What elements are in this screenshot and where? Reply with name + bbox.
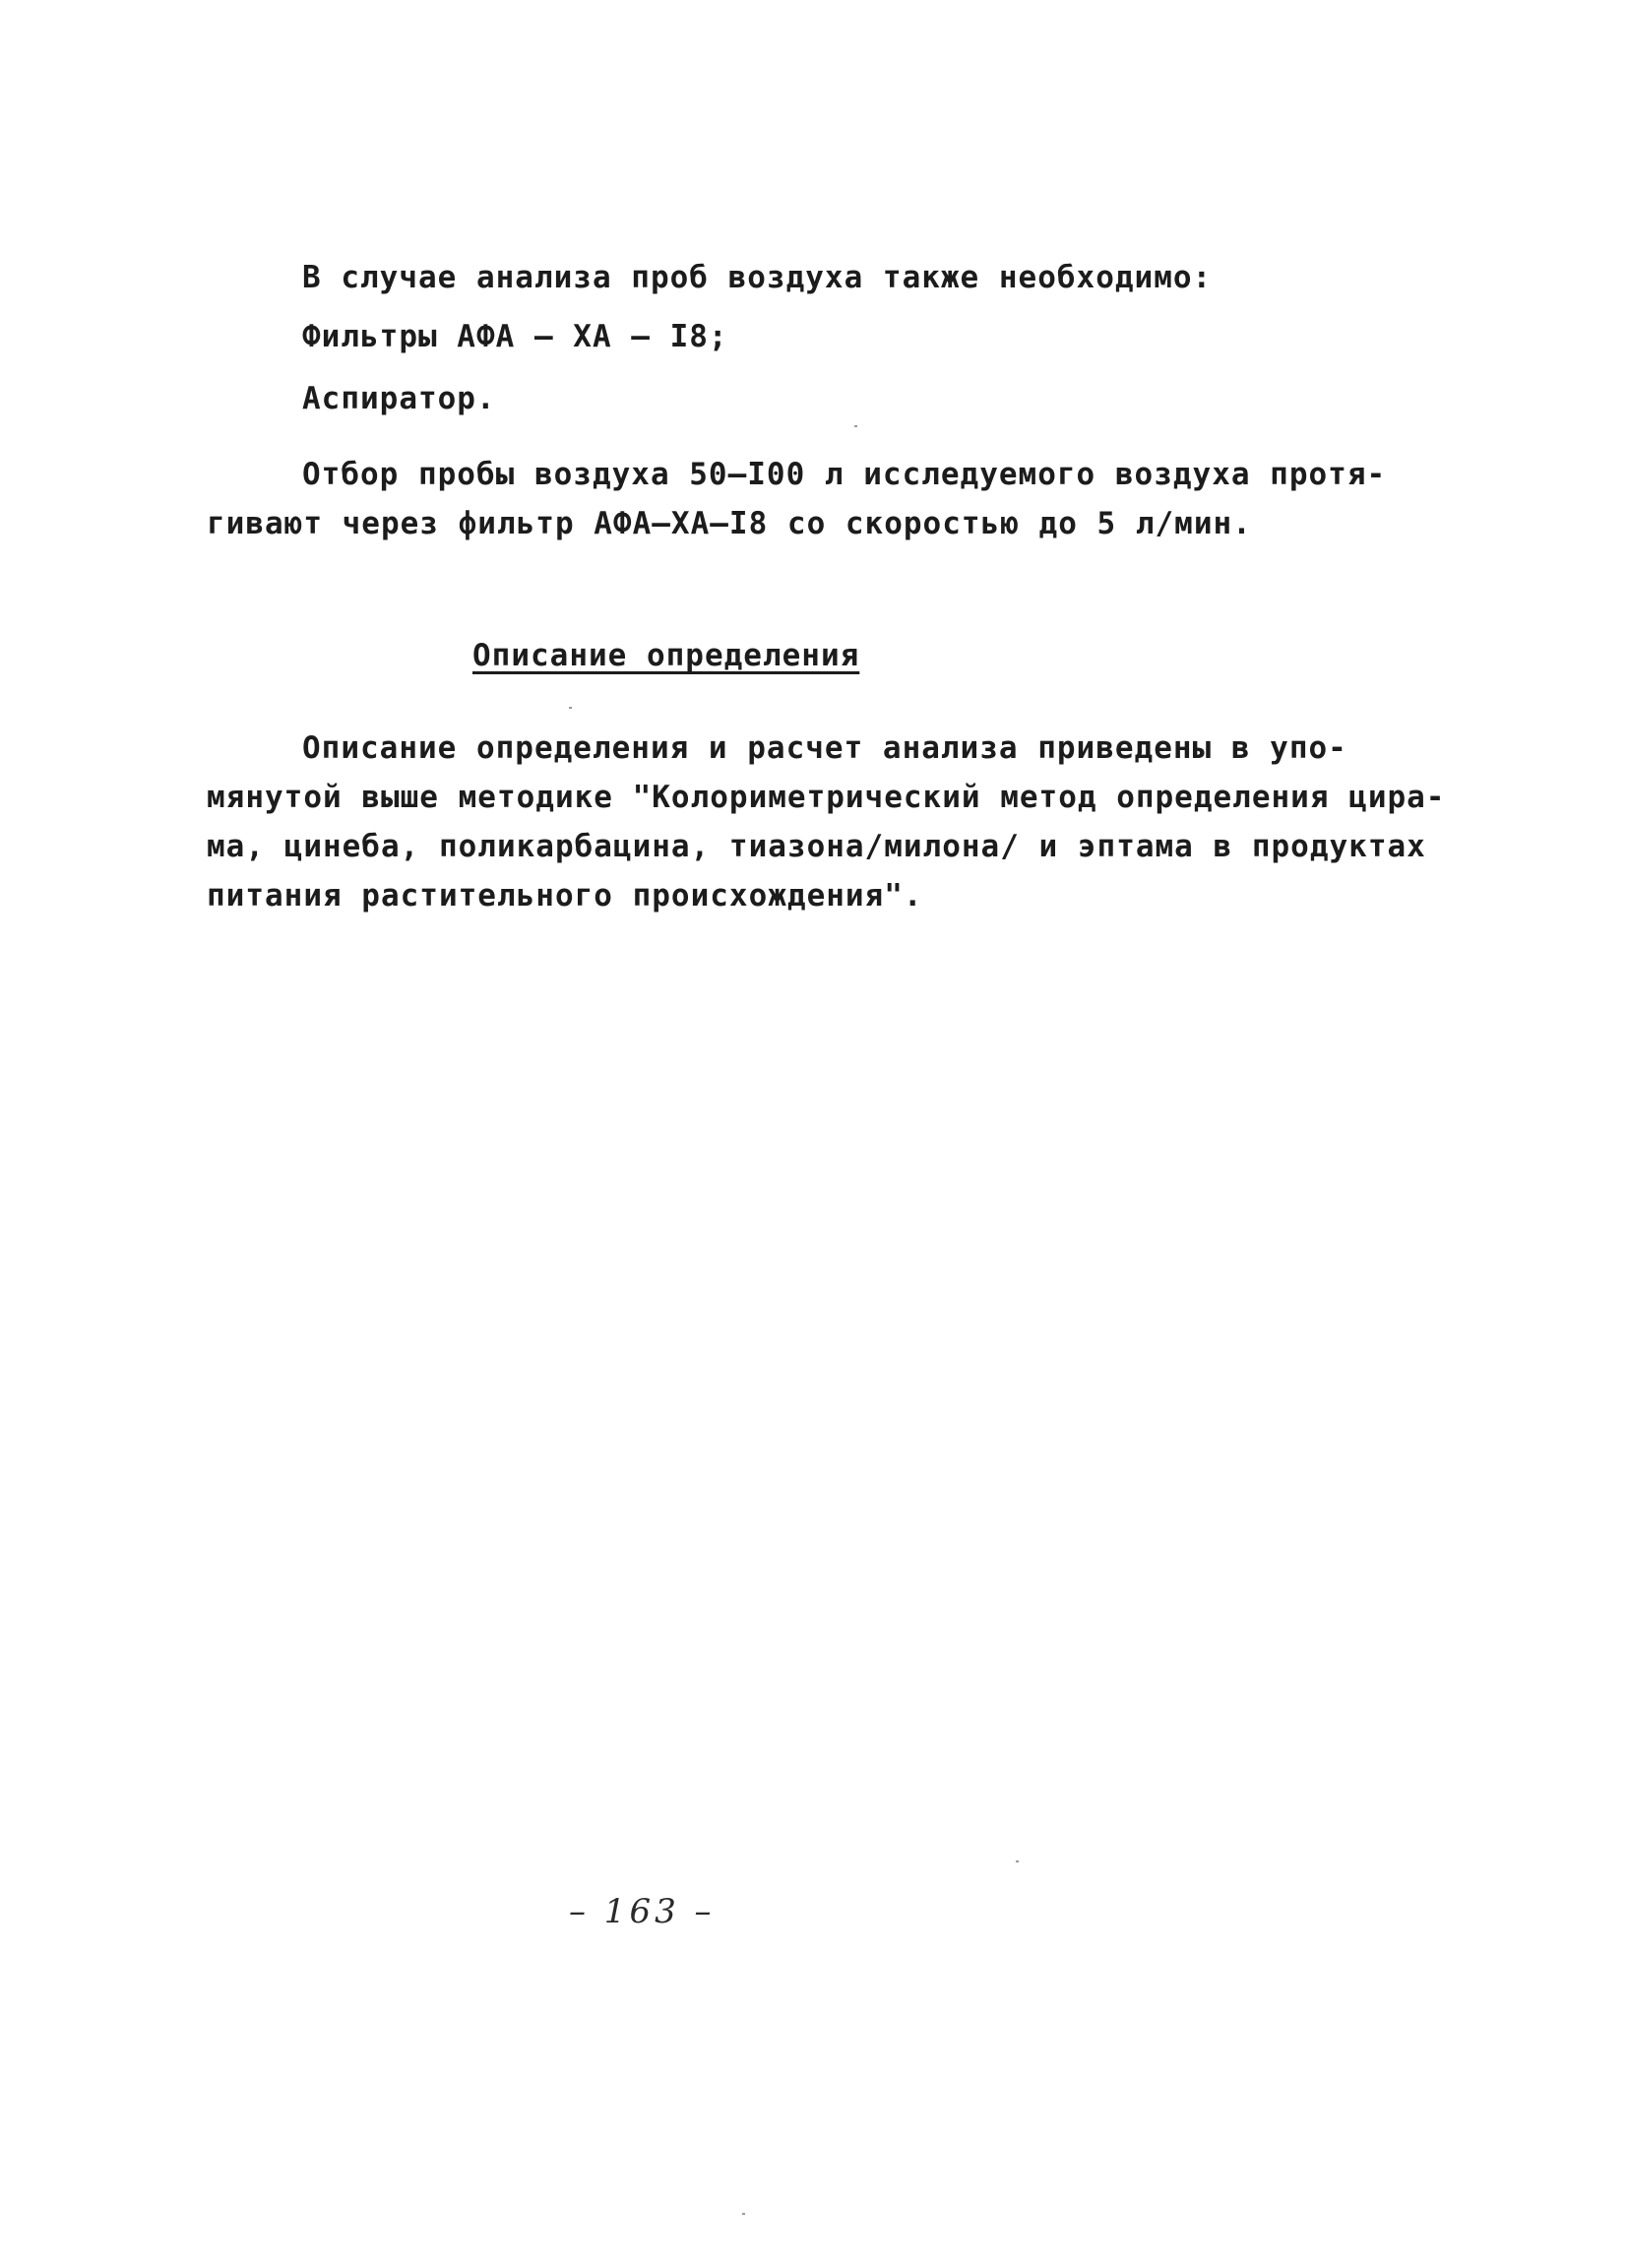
intro-line-1: В случае анализа проб воздуха также необходимо:	[302, 260, 1213, 295]
intro-line-2: Фильтры АФА – ХА – I8;	[302, 319, 728, 354]
page-number: – 163 –	[569, 1892, 716, 1931]
intro-line-3: Аспиратор.	[302, 381, 496, 416]
sampling-paragraph-line-1: Отбор пробы воздуха 50–I00 л исследуемого воздуха протя-	[302, 457, 1387, 492]
description-line-4: питания растительного происхождения".	[207, 878, 923, 914]
scan-speck	[569, 707, 572, 709]
description-line-1: Описание определения и расчет анализа приведены в упо-	[302, 730, 1347, 766]
scan-speck	[854, 425, 857, 427]
description-line-3: ма, цинеба, поликарбацина, тиазона/милона/ и эптама в продуктах	[207, 829, 1426, 864]
scan-speck	[1016, 1860, 1019, 1862]
description-line-2: мянутой выше методике "Колориметрический метод определения цира-	[207, 780, 1446, 815]
scan-speck	[742, 2213, 745, 2215]
section-heading: Описание определения	[472, 638, 860, 673]
sampling-paragraph-line-2: гивают через фильтр АФА–ХА–I8 со скоростью до 5 л/мин.	[207, 506, 1252, 541]
